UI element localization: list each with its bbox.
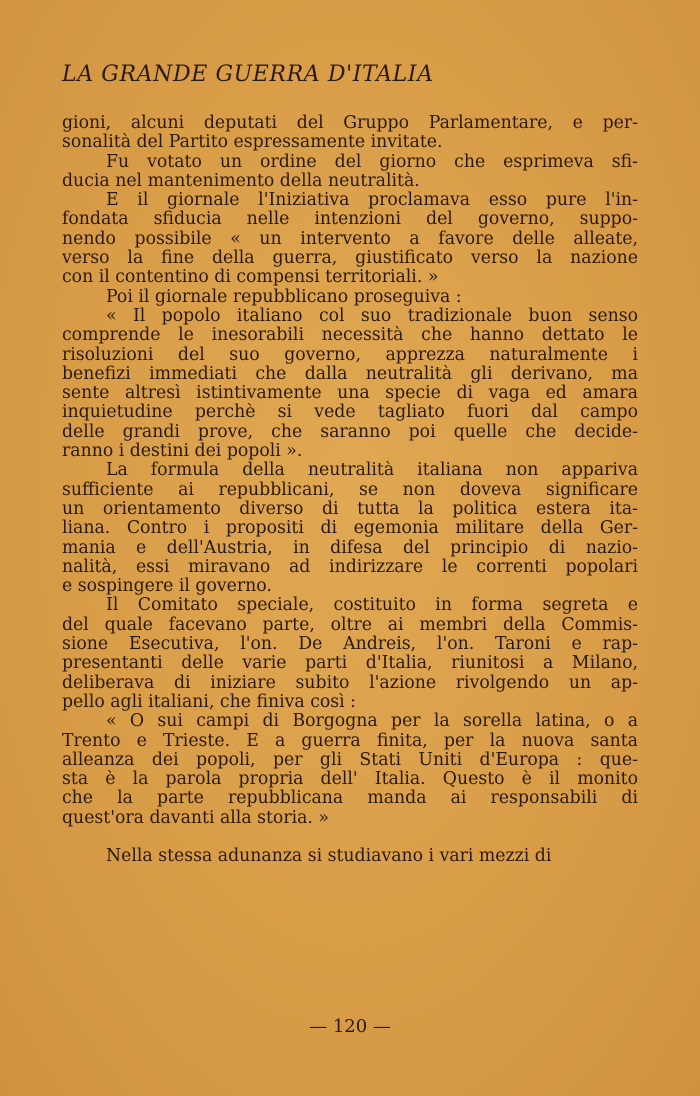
paragraph [62,191,638,287]
paragraph [62,847,638,866]
text-line: La formula della neutralità italiana non appariva [106,461,638,481]
page-number: — 120 — [309,1016,391,1037]
text-line: verso la fine della guerra, giustificato verso la nazione [62,249,638,269]
paragraph [62,596,638,712]
text-line: « O sui campi di Borgogna per la sorella latina, o a [106,712,638,732]
paragraph [62,288,638,307]
text-line: sta è la parola propria dell' Italia. Questo è il monito [62,770,638,790]
text-line: inquietudine perchè si vede tagliato fuori dal campo [62,403,638,423]
text-line: Il Comitato speciale, costituito in forma segreta e [106,596,638,616]
paragraph [62,114,638,153]
text-line: nendo possibile « un intervento a favore delle alleate, [62,229,638,249]
text-line: con il contentino di compensi territoriali. » [62,268,439,288]
text-line: E il giornale l'Iniziativa proclamava esso pure l'in- [106,191,638,211]
text-line: gioni, alcuni deputati del Gruppo Parlamentare, e per- [62,114,638,133]
text-line: fondata sfiducia nelle intenzioni del governo, suppo- [62,210,638,230]
text-line: pello agli italiani, che finiva così : [62,692,356,712]
text-line: un orientamento diverso di tutta la politica estera ita- [62,499,638,519]
paragraph [62,153,638,192]
text-line: alleanza dei popoli, per gli Stati Uniti d'Europa : que- [62,750,638,770]
text-line: mania e dell'Austria, in difesa del principio di nazio- [62,538,638,558]
paragraph [62,307,638,461]
text-line: ducia nel mantenimento della neutralità. [62,171,420,191]
body-text [62,114,638,866]
running-title: LA GRANDE GUERRA D'ITALIA [62,62,434,87]
text-line: sufficiente ai repubblicani, se non doveva significare [62,480,638,500]
text-line: liana. Contro i propositi di egemonia militare della Ger- [62,519,638,539]
text-line: sione Esecutiva, l'on. De Andreis, l'on. Taroni e rap- [62,635,638,655]
text-line: presentanti delle varie parti d'Italia, riunitosi a Milano, [62,654,638,674]
text-line: comprende le inesorabili necessità che hanno dettato le [62,326,638,346]
text-line: delle grandi prove, che saranno poi quelle che decide- [62,422,638,442]
text-line: nalità, essi miravano ad indirizzare le correnti popolari [62,557,638,577]
text-line: risoluzioni del suo governo, apprezza naturalmente i [62,345,638,365]
text-line: che la parte repubblicana manda ai responsabili di [62,789,638,809]
text-line: Fu votato un ordine del giorno che esprimeva sfi- [106,152,638,172]
text-line: del quale facevano parte, oltre ai membri della Commis- [62,615,638,635]
text-line: e sospingere il governo. [62,577,272,597]
text-line: sonalità del Partito espressamente invitate. [62,133,443,153]
text-line: Poi il giornale repubblicano proseguiva : [106,287,462,307]
paragraph [62,712,638,828]
text-line: « Il popolo italiano col suo tradizionale buon senso [106,306,638,326]
text-line: Trento e Trieste. E a guerra finita, per la nuova santa [62,731,638,751]
text-line: deliberava di iniziare subito l'azione rivolgendo un ap- [62,673,638,693]
text-line: sente altresì istintivamente una specie di vaga ed amara [62,384,638,404]
text-line: quest'ora davanti alla storia. » [62,808,329,828]
paragraph [62,461,638,596]
text-line: benefizi immediati che dalla neutralità gli derivano, ma [62,364,638,384]
paragraph-gap [62,828,638,847]
text-line: Nella stessa adunanza si studiavano i vari mezzi di [106,846,552,866]
text-line: ranno i destini dei popoli ». [62,442,303,462]
